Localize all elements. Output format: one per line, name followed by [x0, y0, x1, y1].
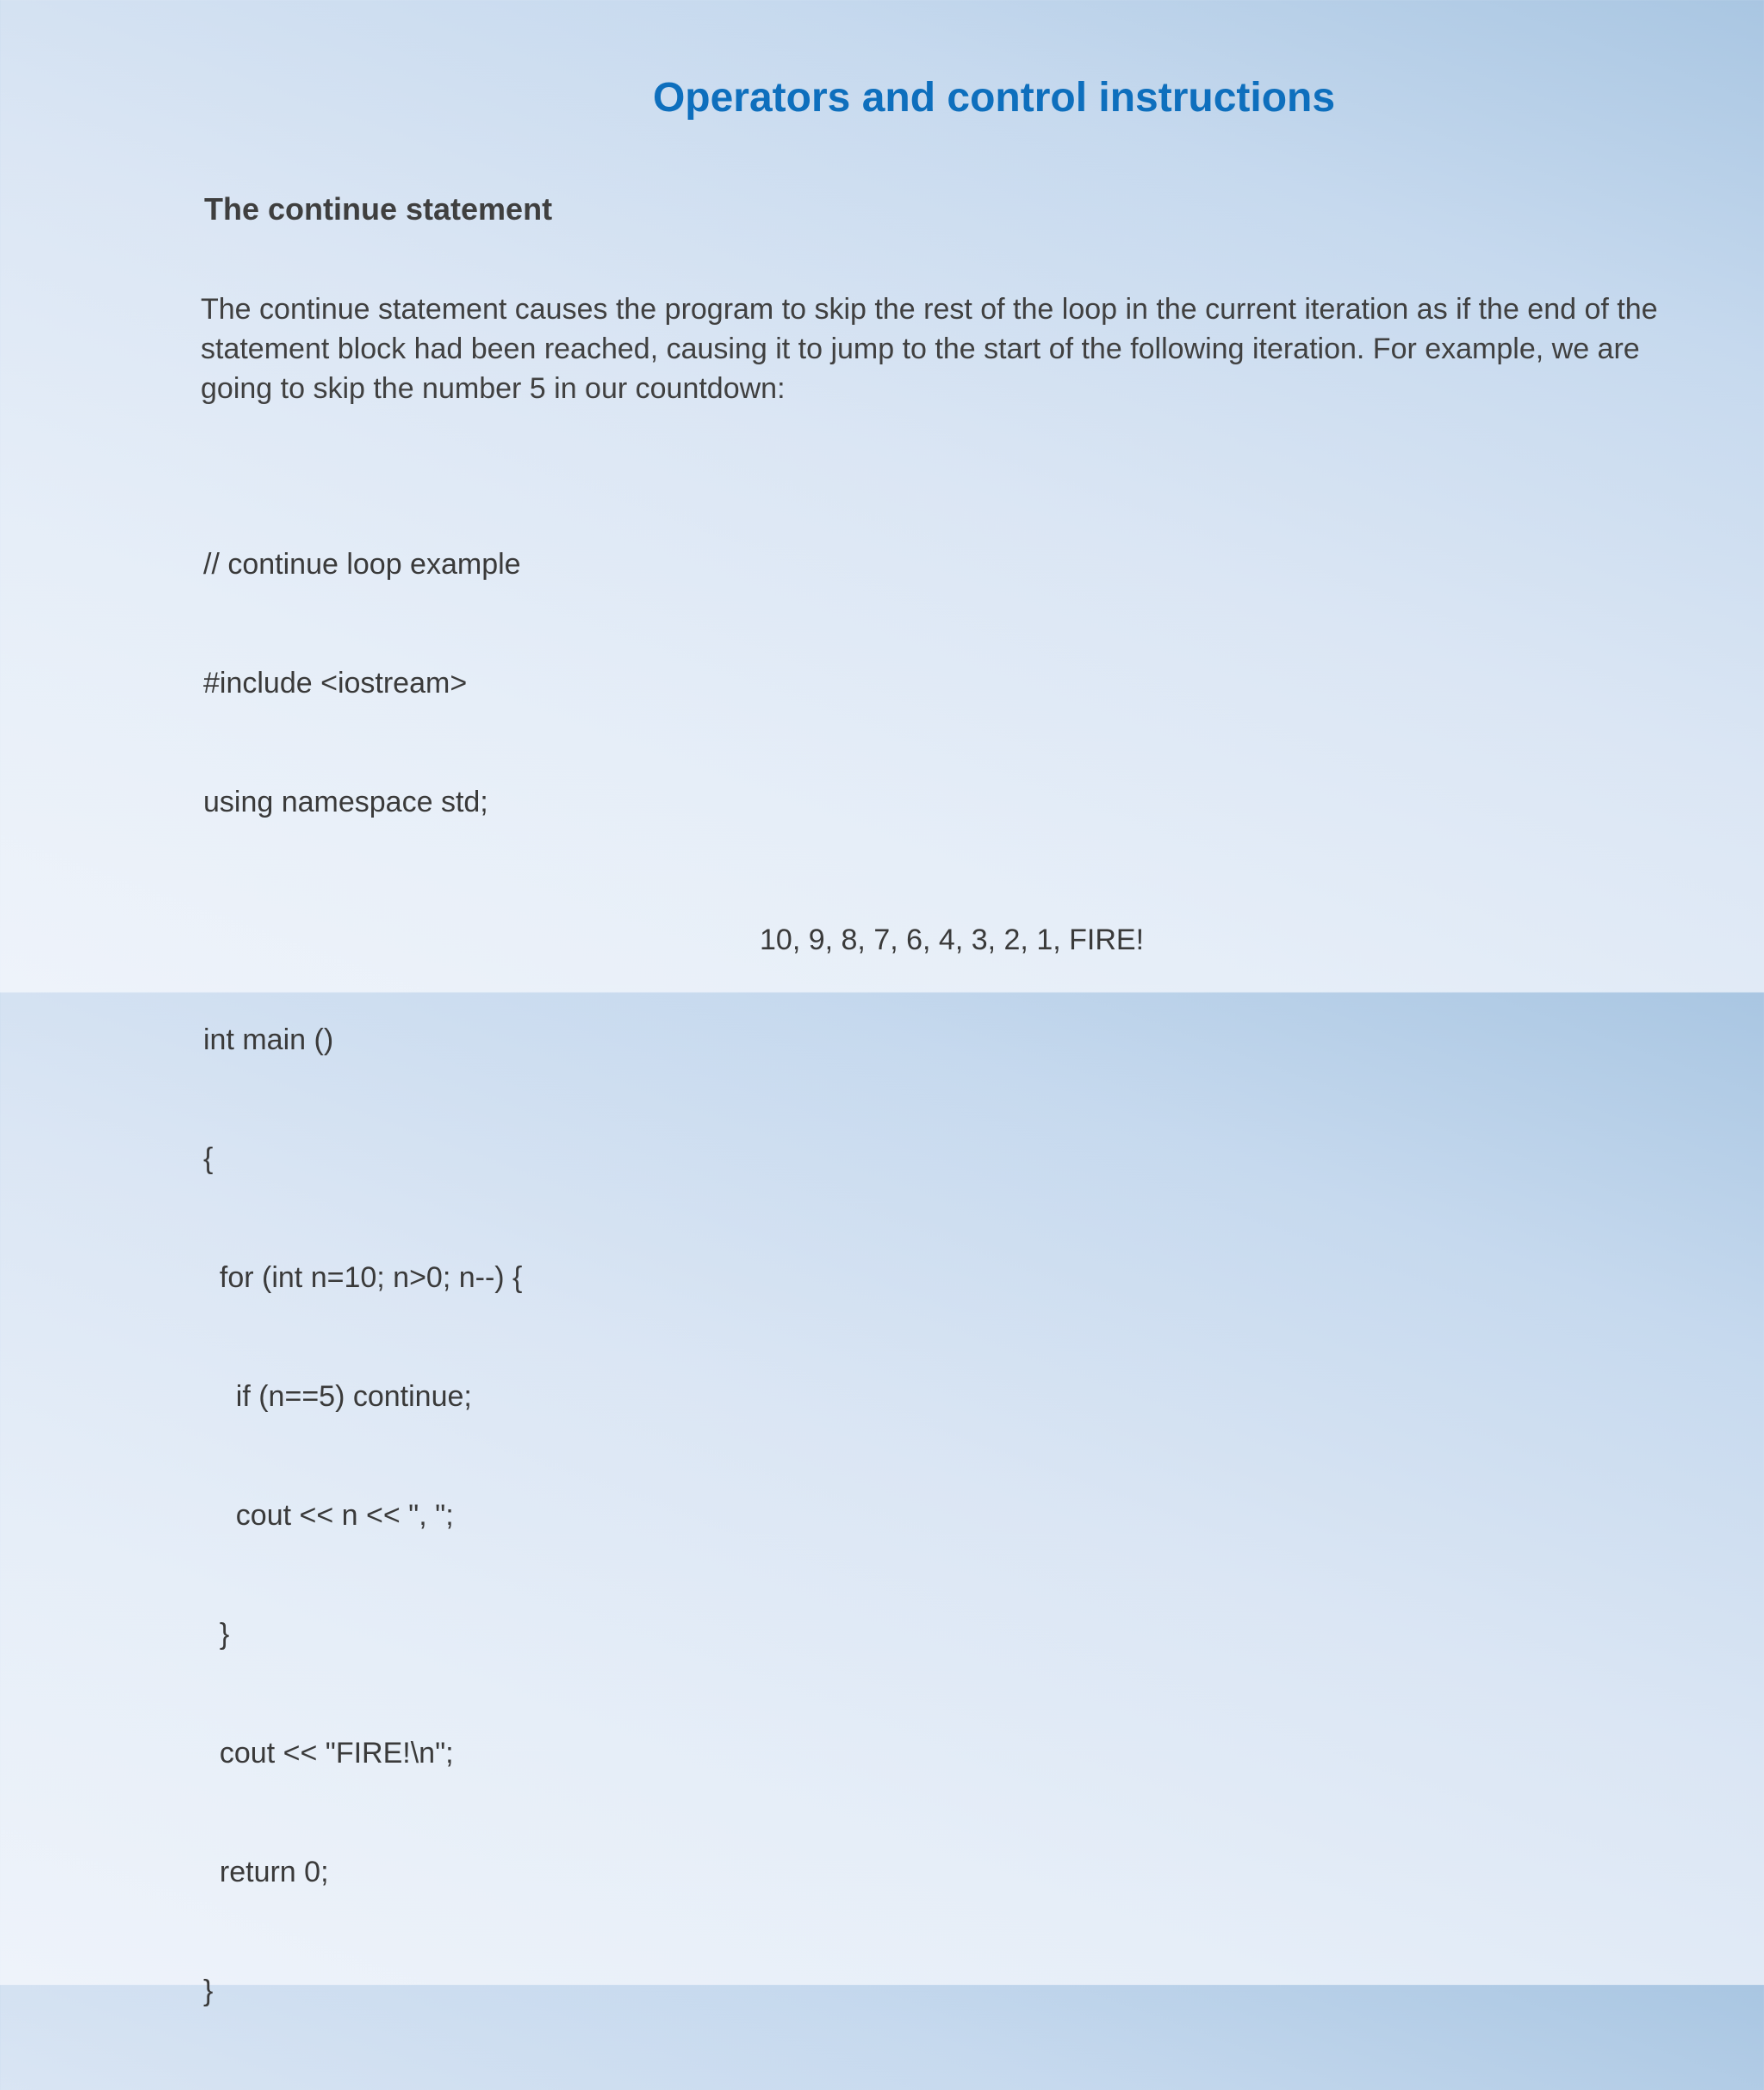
code-line: #include <iostream>	[203, 667, 468, 700]
code-line: for (int n=10; n>0; n--) {	[203, 1261, 523, 1294]
code-block	[203, 465, 522, 2090]
code-line	[203, 901, 522, 941]
code-line: using namespace std;	[203, 786, 488, 818]
section-heading: The continue statement	[204, 191, 553, 227]
code-line: }	[203, 1618, 230, 1651]
code-line: int main ()	[203, 1023, 334, 1056]
slide-title: Operators and control instructions	[652, 75, 1336, 121]
code-line: return 0;	[203, 1856, 329, 1888]
code-line: if (n==5) continue;	[203, 1380, 472, 1413]
code-line: }	[203, 1975, 214, 2007]
program-output: 10, 9, 8, 7, 6, 4, 3, 2, 1, FIRE!	[760, 924, 1145, 956]
description-paragraph: The continue statement causes the program to skip the rest of the loop in the current iteration as if the end of the statement block had been reached, causing it to jump to the start of the following iteration. For example, we are going to skip the number 5 in our countdown:	[201, 293, 1658, 405]
code-line: {	[203, 1142, 214, 1175]
code-line: cout << "FIRE!\n";	[203, 1737, 454, 1770]
code-line: cout << n << ", ";	[203, 1499, 454, 1532]
code-line: // continue loop example	[203, 548, 521, 581]
